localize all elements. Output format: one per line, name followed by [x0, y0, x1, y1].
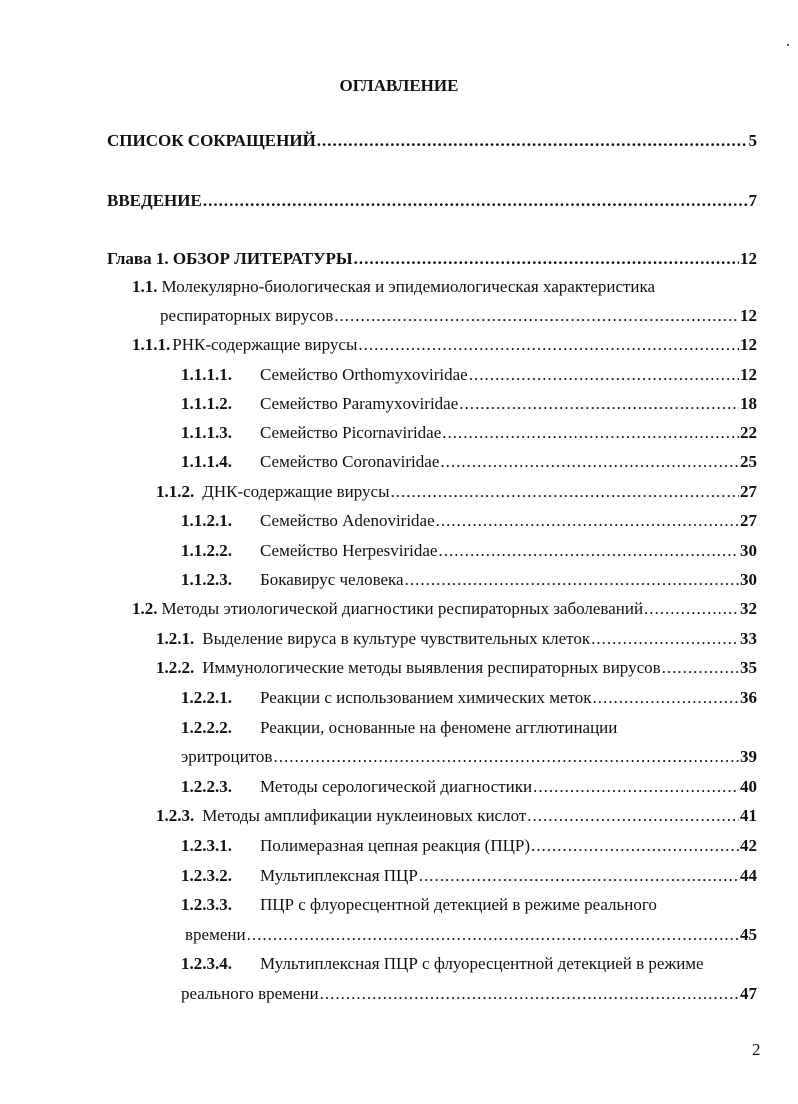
section-title: ВВЕДЕНИЕ	[107, 191, 202, 210]
section-number: 1.2.2.1.	[181, 688, 232, 707]
toc-entry[interactable]	[181, 747, 757, 769]
scan-speck	[787, 44, 789, 46]
section-page-number: 7	[748, 191, 757, 210]
section-title: Реакции с использованием химических меток	[260, 688, 592, 707]
toc-entry[interactable]	[156, 629, 757, 651]
section-title: Бокавирус человека	[260, 570, 404, 589]
toc-entry[interactable]	[107, 191, 757, 213]
section-page-number: 47	[740, 984, 757, 1003]
section-page-number: 41	[740, 806, 757, 825]
toc-entry[interactable]	[181, 511, 757, 533]
dot-leader	[527, 806, 739, 826]
section-page-number: 40	[740, 777, 757, 796]
dot-leader	[469, 365, 739, 385]
section-page-number: 12	[740, 249, 757, 268]
section-number: 1.1.2.	[156, 482, 195, 501]
section-page-number: 33	[740, 629, 757, 648]
section-page-number: 42	[740, 836, 757, 855]
section-number: 1.1.2.2.	[181, 541, 232, 560]
toc-entry[interactable]	[185, 925, 757, 947]
toc-entry[interactable]	[181, 984, 757, 1006]
section-title: Методы амплификации нуклеиновых кислот	[202, 806, 527, 825]
dot-leader	[531, 836, 739, 856]
section-page-number: 5	[748, 131, 757, 150]
toc-entry[interactable]	[181, 895, 657, 917]
toc-entry[interactable]	[156, 658, 757, 680]
toc-entry[interactable]	[132, 335, 757, 357]
section-page-number: 30	[740, 570, 757, 589]
section-page-number: 27	[740, 511, 757, 530]
dot-leader	[644, 599, 739, 619]
dot-leader	[391, 482, 739, 502]
section-title: респираторных вирусов	[160, 306, 334, 325]
dot-leader	[405, 570, 739, 590]
section-number: 1.2.2.2.	[181, 718, 232, 737]
dot-leader	[247, 925, 739, 945]
toc-entry[interactable]	[181, 954, 704, 976]
dot-leader	[662, 658, 739, 678]
section-title: времени	[185, 925, 246, 944]
section-title: Методы этиологической диагностики респираторных заболеваний	[161, 599, 644, 618]
toc-entry[interactable]	[181, 452, 757, 474]
section-number: 1.2.	[132, 599, 158, 618]
toc-entry[interactable]	[181, 394, 757, 416]
section-title: ДНК-содержащие вирусы	[202, 482, 390, 501]
toc-entry[interactable]	[156, 806, 757, 828]
section-number: 1.2.3.3.	[181, 895, 232, 914]
dot-leader	[459, 394, 739, 414]
section-number: 1.1.2.3.	[181, 570, 232, 589]
toc-entry[interactable]	[107, 131, 757, 153]
section-title: реального времени	[181, 984, 319, 1003]
section-title: Семейство Orthomyxoviridae	[260, 365, 468, 384]
section-number: 1.2.3.1.	[181, 836, 232, 855]
section-number: 1.1.1.2.	[181, 394, 232, 413]
section-number: 1.1.2.1.	[181, 511, 232, 530]
section-page-number: 18	[740, 394, 757, 413]
dot-leader	[334, 306, 739, 326]
section-title: Иммунологические методы выявления респираторных вирусов	[202, 658, 661, 677]
section-number: 1.2.3.4.	[181, 954, 232, 973]
section-title: Семейство Herpesviridae	[260, 541, 438, 560]
dot-leader	[419, 866, 739, 886]
section-title: Молекулярно-биологическая и эпидемиологическая характеристика	[161, 277, 656, 296]
toc-entry[interactable]	[181, 541, 757, 563]
section-number: 1.1.	[132, 277, 158, 296]
section-title: Семейство Paramyxoviridae	[260, 394, 459, 413]
section-title: Мультиплексная ПЦР с флуоресцентной детекцией в режиме	[260, 954, 704, 973]
toc-entry[interactable]	[181, 718, 617, 740]
dot-leader	[320, 984, 739, 1004]
section-title: Реакции, основанные на феномене агглютинации	[260, 718, 618, 737]
dot-leader	[438, 541, 739, 561]
section-number: 1.2.3.2.	[181, 866, 232, 885]
section-title: эритроцитов	[181, 747, 273, 766]
dot-leader	[317, 131, 748, 151]
section-page-number: 12	[740, 306, 757, 325]
toc-entry[interactable]	[181, 777, 757, 799]
section-number: 1.2.1.	[156, 629, 195, 648]
dot-leader	[354, 249, 739, 269]
section-page-number: 32	[740, 599, 757, 618]
section-title: РНК-содержащие вирусы	[172, 335, 358, 354]
section-page-number: 25	[740, 452, 757, 471]
toc-entry[interactable]	[160, 306, 757, 328]
section-number: 1.1.1.	[132, 335, 171, 354]
toc-entry[interactable]	[181, 688, 757, 710]
dot-leader	[273, 747, 739, 767]
toc-entry[interactable]	[181, 365, 757, 387]
section-page-number: 27	[740, 482, 757, 501]
section-number: 1.2.2.	[156, 658, 195, 677]
toc-entry[interactable]	[181, 423, 757, 445]
section-page-number: 22	[740, 423, 757, 442]
section-title: СПИСОК СОКРАЩЕНИЙ	[107, 131, 316, 150]
dot-leader	[592, 688, 739, 708]
section-title: Мультиплексная ПЦР	[260, 866, 418, 885]
dot-leader	[442, 423, 739, 443]
toc-entry[interactable]	[181, 570, 757, 592]
section-page-number: 36	[740, 688, 757, 707]
section-title: Семейство Coronaviridae	[260, 452, 440, 471]
toc-entry[interactable]	[181, 836, 757, 858]
section-title: Методы серологической диагностики	[260, 777, 533, 796]
section-title: ПЦР с флуоресцентной детекцией в режиме реального	[260, 895, 657, 914]
section-number: 1.2.3.	[156, 806, 195, 825]
dot-leader	[358, 335, 739, 355]
section-title: Семейство Picornaviridae	[260, 423, 442, 442]
toc-entry[interactable]	[132, 599, 757, 621]
page-number: 2	[752, 1040, 761, 1059]
section-title: Полимеразная цепная реакция (ПЦР)	[260, 836, 531, 855]
toc-entry[interactable]	[181, 866, 757, 888]
section-page-number: 45	[740, 925, 757, 944]
dot-leader	[591, 629, 739, 649]
section-title: Семейство Adenoviridae	[260, 511, 435, 530]
dot-leader	[533, 777, 739, 797]
section-number: 1.1.1.3.	[181, 423, 232, 442]
dot-leader	[203, 191, 748, 211]
toc-entry[interactable]	[156, 482, 757, 504]
dot-leader	[436, 511, 739, 531]
toc-title: ОГЛАВЛЕНИЕ	[339, 76, 459, 95]
toc-entry[interactable]	[107, 249, 757, 271]
section-page-number: 35	[740, 658, 757, 677]
dot-leader	[440, 452, 739, 472]
section-title: Выделение вируса в культуре чувствительных клеток	[202, 629, 591, 648]
section-page-number: 39	[740, 747, 757, 766]
section-page-number: 12	[740, 365, 757, 384]
section-page-number: 12	[740, 335, 757, 354]
section-page-number: 30	[740, 541, 757, 560]
section-title: Глава 1. ОБЗОР ЛИТЕРАТУРЫ	[107, 249, 353, 268]
section-number: 1.2.2.3.	[181, 777, 232, 796]
toc-entry[interactable]	[132, 277, 655, 299]
section-number: 1.1.1.4.	[181, 452, 232, 471]
section-page-number: 44	[740, 866, 757, 885]
section-number: 1.1.1.1.	[181, 365, 232, 384]
